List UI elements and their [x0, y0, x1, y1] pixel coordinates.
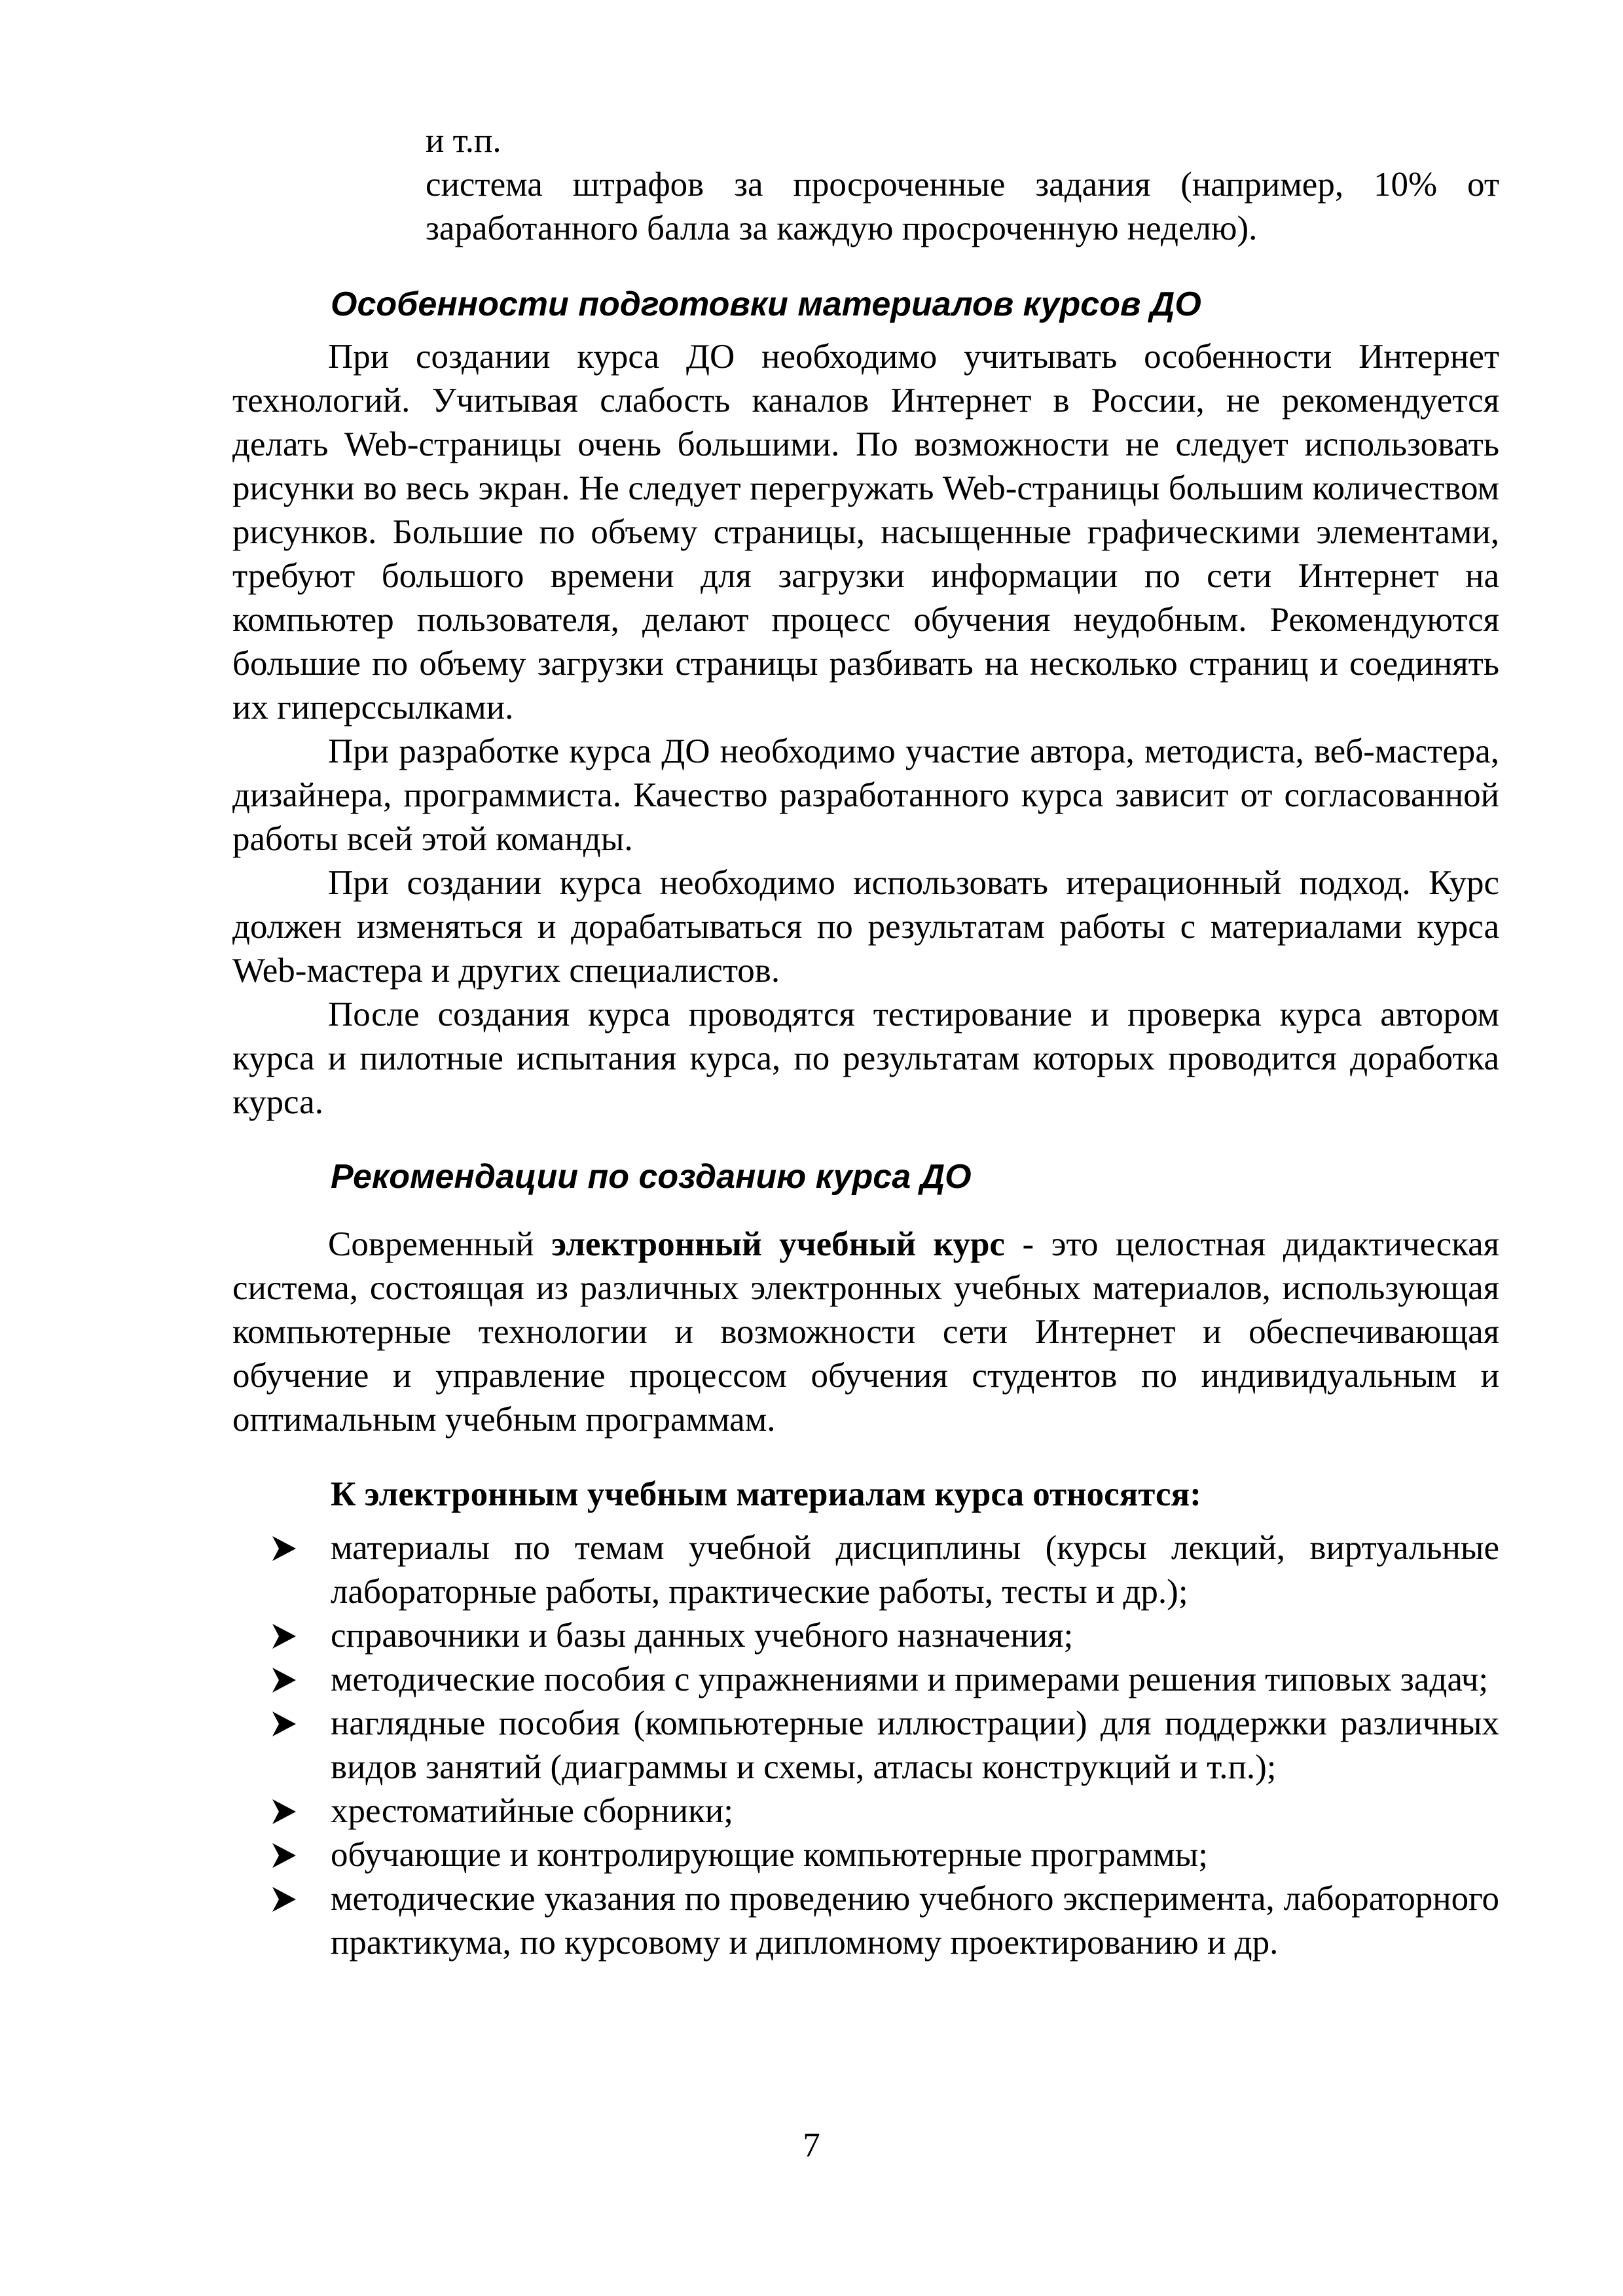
arrowhead-bullet-icon	[272, 1877, 304, 1921]
list-item: методические пособия с упражнениями и примерами решения типовых задач;	[272, 1658, 1499, 1702]
list-item: хрестоматийные сборники;	[272, 1789, 1499, 1833]
arrowhead-bullet-icon	[272, 1833, 304, 1877]
list-item: методические указания по проведению учебного эксперимента, лабораторного практикума, по курсовому и дипломному проектированию и др.	[272, 1877, 1499, 1965]
list-heading: К электронным учебным материалам курса относятся:	[331, 1475, 1201, 1513]
arrowhead-bullet-icon	[272, 1702, 304, 1746]
section-heading-1: Особенности подготовки материалов курсов ДО	[331, 285, 1201, 323]
materials-list	[272, 1526, 1499, 1965]
definition-paragraph	[232, 1223, 1499, 1442]
paragraph: При разработке курса ДО необходимо участие автора, методиста, веб-мастера, дизайнера, программиста. Качество разработанного курса зависит от согласованной работы всей этой команды.	[232, 732, 1499, 858]
page-number: 7	[803, 2126, 820, 2164]
list-item: наглядные пособия (компьютерные иллюстрации) для поддержки различных видов занятий (диаграммы и схемы, атласы конструкций и т.п.);	[272, 1702, 1499, 1789]
definition-lead: Современный	[328, 1225, 534, 1263]
definition-term: электронный учебный курс	[551, 1225, 1005, 1263]
paragraph: При создании курса ДО необходимо учитывать особенности Интернет технологий. Учитывая слабость каналов Интернет в России, не рекомендуется делать Web-страницы очень большими. По возможности не следует использовать рисунки во весь экран. Не следует перегружать Web-страницы большим количеством рисунков. Большие по объему страницы, насыщенные графическими элементами, требуют большого времени для загрузки информации по сети Интернет на компьютер пользователя, делают процесс обучения неудобным. Рекомендуются большие по объему загрузки страницы разбивать на несколько страниц и соединять их гиперссылками.	[232, 338, 1499, 726]
section-1-body	[232, 335, 1499, 1124]
list-item: обучающие и контролирующие компьютерные программы;	[272, 1833, 1499, 1877]
arrowhead-bullet-icon	[272, 1526, 304, 1570]
list-item: материалы по темам учебной дисциплины (курсы лекций, виртуальные лабораторные работы, практические работы, тесты и др.);	[272, 1526, 1499, 1614]
arrowhead-bullet-icon	[272, 1614, 304, 1658]
intro-continuation	[426, 119, 1499, 251]
arrowhead-bullet-icon	[272, 1789, 304, 1833]
intro-line-1: и т.п.	[426, 122, 501, 160]
paragraph: При создании курса необходимо использовать итерационный подход. Курс должен изменяться и дорабатываться по результатам работы с материалами курса Web-мастера и других специалистов.	[232, 864, 1499, 990]
section-heading-2: Рекомендации по созданию курса ДО	[331, 1158, 972, 1196]
list-item: справочники и базы данных учебного назначения;	[272, 1614, 1499, 1658]
definition-text: - это целостная дидактическая система, состоящая из различных электронных учебных материалов, использующая компьютерные технологии и возможности сети Интернет и обеспечивающая обучение и управление процессом обучения студентов по индивидуальным и оптимальным учебным программам.	[232, 1225, 1499, 1439]
arrowhead-bullet-icon	[272, 1658, 304, 1702]
paragraph: После создания курса проводятся тестирование и проверка курса автором курса и пилотные испытания курса, по результатам которых проводится доработка курса.	[232, 996, 1499, 1121]
intro-line-2: система штрафов за просроченные задания (например, 10% от заработанного балла за каждую просроченную неделю).	[426, 166, 1499, 247]
